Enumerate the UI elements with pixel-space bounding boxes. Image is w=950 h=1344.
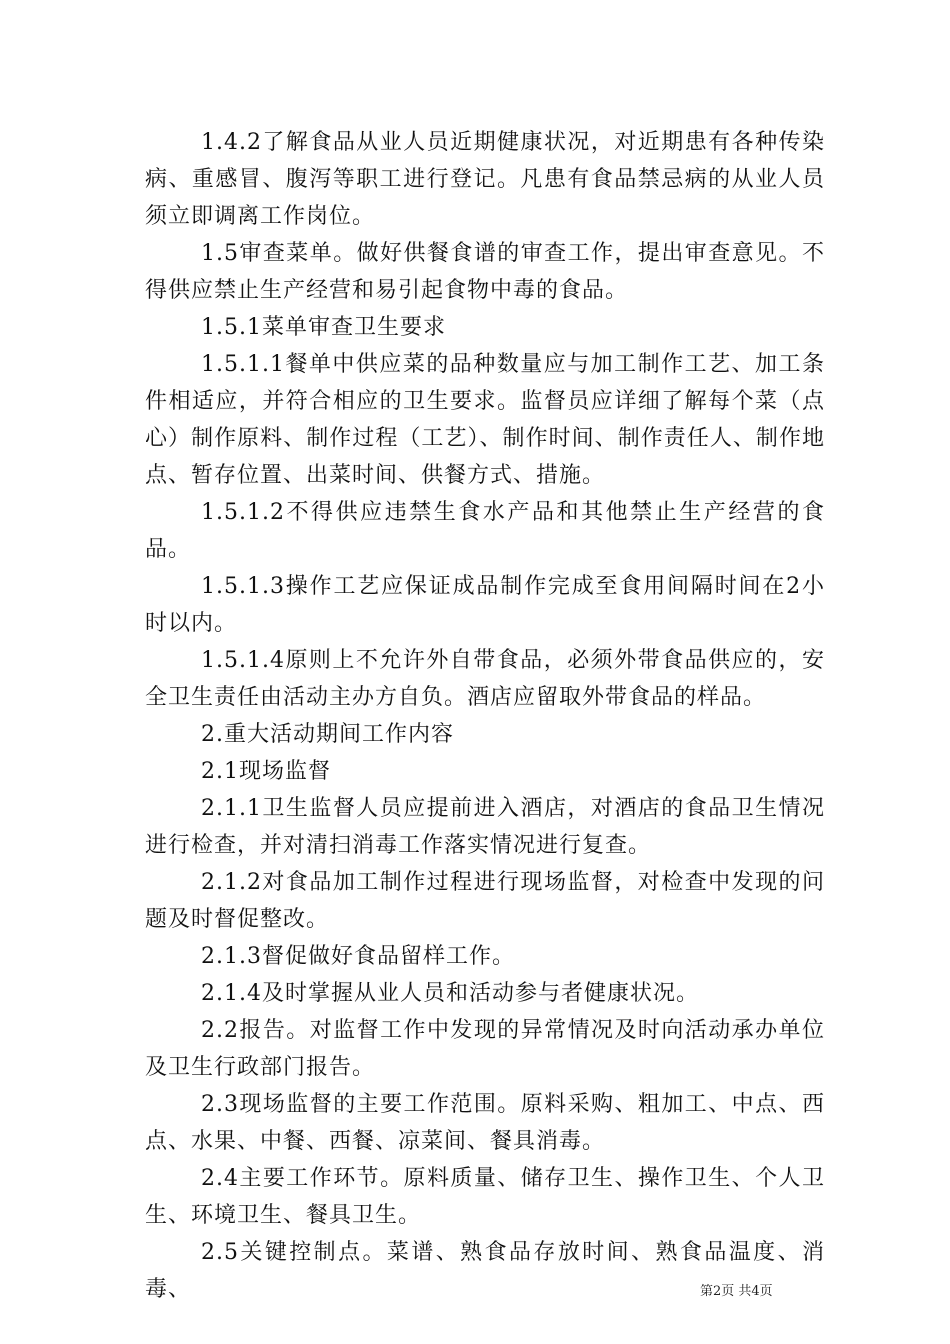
paragraph-1-5: 1.5审查菜单。做好供餐食谱的审查工作，提出审查意见。不得供应禁止生产经营和易引起食物中毒的食品。 bbox=[145, 241, 825, 303]
paragraph-2-5: 2.5关键控制点。菜谱、熟食品存放时间、熟食品温度、消毒、 bbox=[145, 1240, 825, 1302]
paragraph-1-5-1-4: 1.5.1.4原则上不允许外自带食品，必须外带食品供应的，安全卫生责任由活动主办方自负。酒店应留取外带食品的样品。 bbox=[145, 648, 825, 710]
paragraph-2-2: 2.2报告。对监督工作中发现的异常情况及时向活动承办单位及卫生行政部门报告。 bbox=[145, 1018, 825, 1080]
paragraph-1-5-1: 1.5.1菜单审查卫生要求 bbox=[201, 315, 446, 340]
paragraph-1-4-2: 1.4.2了解食品从业人员近期健康状况，对近期患有各种传染病、重感冒、腹泻等职工进行登记。凡患有食品禁忌病的从业人员须立即调离工作岗位。 bbox=[145, 130, 825, 229]
paragraph-2-1: 2.1现场监督 bbox=[201, 759, 331, 784]
paragraph-1-5-1-2: 1.5.1.2不得供应违禁生食水产品和其他禁止生产经营的食品。 bbox=[145, 500, 825, 562]
paragraph-2-1-2: 2.1.2对食品加工制作过程进行现场监督，对检查中发现的问题及时督促整改。 bbox=[145, 870, 825, 932]
paragraph-2-1-4: 2.1.4及时掌握从业人员和活动参与者健康状况。 bbox=[201, 981, 699, 1006]
paragraph-1-5-1-3: 1.5.1.3操作工艺应保证成品制作完成至食用间隔时间在2小时以内。 bbox=[145, 574, 825, 636]
paragraph-1-5-1-1: 1.5.1.1餐单中供应菜的品种数量应与加工制作工艺、加工条件相适应，并符合相应的卫生要求。监督员应详细了解每个菜（点心）制作原料、制作过程（工艺）、制作时间、制作责任人、制作地点、暂存位置、出菜时间、供餐方式、措施。 bbox=[145, 352, 825, 488]
page-number-footer: 第2页 共4页 bbox=[700, 1284, 773, 1299]
paragraph-2-3: 2.3现场监督的主要工作范围。原料采购、粗加工、中点、西点、水果、中餐、西餐、凉菜间、餐具消毒。 bbox=[145, 1092, 825, 1154]
paragraph-2-1-3: 2.1.3督促做好食品留样工作。 bbox=[201, 944, 515, 969]
section-heading-2: 2.重大活动期间工作内容 bbox=[201, 722, 454, 747]
paragraph-2-4: 2.4主要工作环节。原料质量、储存卫生、操作卫生、个人卫生、环境卫生、餐具卫生。 bbox=[145, 1166, 825, 1228]
document-body bbox=[145, 124, 825, 1308]
paragraph-2-1-1: 2.1.1卫生监督人员应提前进入酒店，对酒店的食品卫生情况进行检查，并对清扫消毒工作落实情况进行复查。 bbox=[145, 796, 825, 858]
